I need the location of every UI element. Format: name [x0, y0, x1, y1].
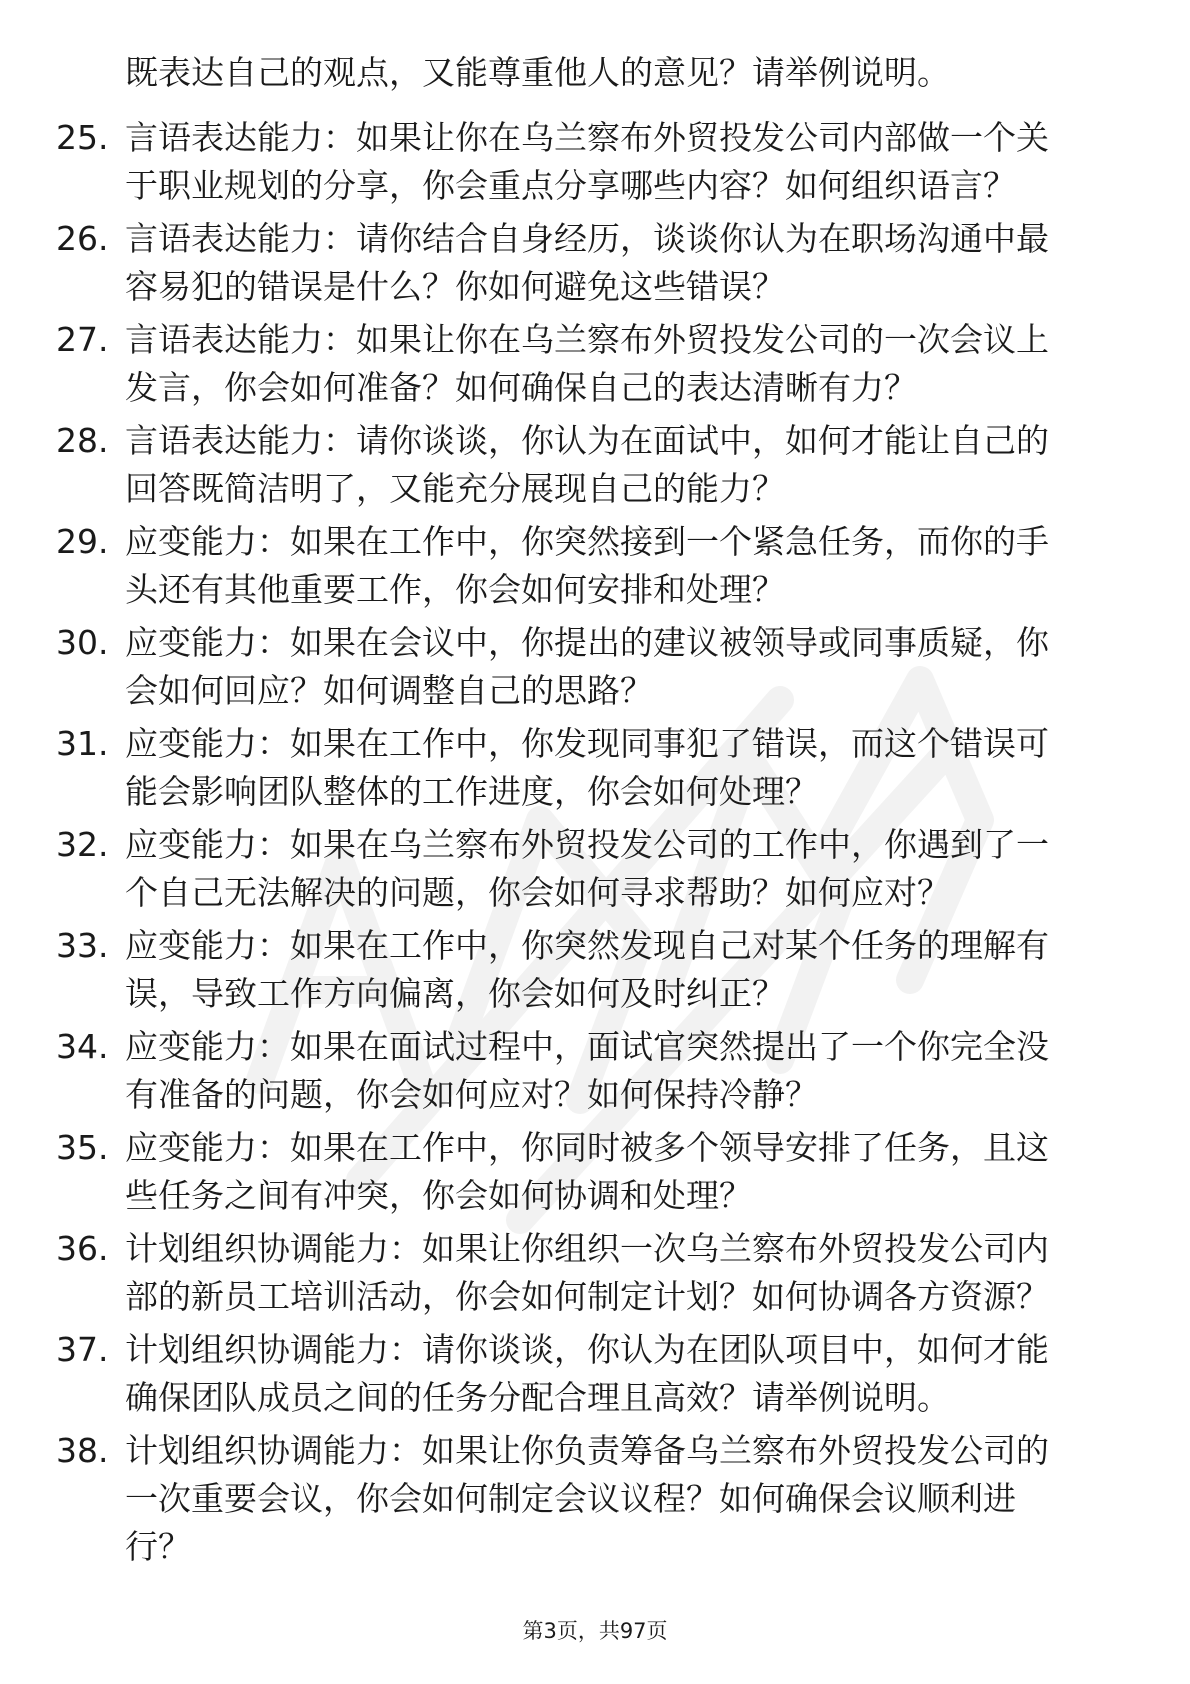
question-text-line: 应变能力：如果在工作中，你发现同事犯了错误，而这个错误可 [125, 724, 1049, 763]
question-list [0, 114, 1190, 1577]
question-number: 30. [56, 623, 109, 662]
question-text-line: 应变能力：如果在工作中，你突然发现自己对某个任务的理解有 [125, 926, 1049, 965]
question-number: 32. [56, 825, 109, 864]
question-text-line: 些任务之间有冲突，你会如何协调和处理？ [125, 1176, 752, 1215]
question-text-line: 一次重要会议，你会如何制定会议议程？如何确保会议顺利进 [125, 1479, 1016, 1518]
question-item [0, 1326, 1190, 1427]
question-text-line: 容易犯的错误是什么？你如何避免这些错误？ [125, 267, 785, 306]
question-number: 27. [56, 320, 109, 359]
question-text-line: 应变能力：如果在面试过程中，面试官突然提出了一个你完全没 [125, 1027, 1049, 1066]
question-item [0, 619, 1190, 720]
question-text-line: 会如何回应？如何调整自己的思路？ [125, 671, 653, 710]
page-footer: 第3页，共97页 [522, 1619, 668, 1643]
question-text-line: 能会影响团队整体的工作进度，你会如何处理？ [125, 772, 818, 811]
question-text-line: 误，导致工作方向偏离，你会如何及时纠正？ [125, 974, 785, 1013]
question-number: 38. [56, 1431, 109, 1470]
question-text-line: 应变能力：如果在工作中，你同时被多个领导安排了任务，且这 [125, 1128, 1049, 1167]
question-text-line: 行？ [125, 1527, 191, 1566]
question-number: 28. [56, 421, 109, 460]
question-text-line: 确保团队成员之间的任务分配合理且高效？请举例说明。 [125, 1378, 950, 1417]
question-text-line: 言语表达能力：请你谈谈，你认为在面试中，如何才能让自己的 [125, 421, 1049, 460]
question-item [0, 215, 1190, 316]
question-item [0, 821, 1190, 922]
question-number: 26. [56, 219, 109, 258]
question-number: 29. [56, 522, 109, 561]
question-text-line: 计划组织协调能力：请你谈谈，你认为在团队项目中，如何才能 [125, 1330, 1049, 1369]
question-text-line: 应变能力：如果在工作中，你突然接到一个紧急任务，而你的手 [125, 522, 1049, 561]
question-item [0, 417, 1190, 518]
question-text-line: 部的新员工培训活动，你会如何制定计划？如何协调各方资源？ [125, 1277, 1049, 1316]
question-text-line: 言语表达能力：请你结合自身经历，谈谈你认为在职场沟通中最 [125, 219, 1049, 258]
question-text-line: 言语表达能力：如果让你在乌兰察布外贸投发公司的一次会议上 [125, 320, 1049, 359]
question-text-line: 于职业规划的分享，你会重点分享哪些内容？如何组织语言？ [125, 166, 1016, 205]
question-text-line: 应变能力：如果在乌兰察布外贸投发公司的工作中，你遇到了一 [125, 825, 1049, 864]
question-text-line: 个自己无法解决的问题，你会如何寻求帮助？如何应对？ [125, 873, 950, 912]
question-item [0, 114, 1190, 215]
question-text-line: 发言，你会如何准备？如何确保自己的表达清晰有力？ [125, 368, 917, 407]
question-item [0, 1225, 1190, 1326]
question-item [0, 1427, 1190, 1577]
question-number: 25. [56, 118, 109, 157]
question-number: 33. [56, 926, 109, 965]
question-item [0, 720, 1190, 821]
question-text-line: 言语表达能力：如果让你在乌兰察布外贸投发公司内部做一个关 [125, 118, 1049, 157]
question-number: 34. [56, 1027, 109, 1066]
question-item [0, 922, 1190, 1023]
question-item [0, 1124, 1190, 1225]
question-text-line: 计划组织协调能力：如果让你组织一次乌兰察布外贸投发公司内 [125, 1229, 1049, 1268]
question-text-line: 应变能力：如果在会议中，你提出的建议被领导或同事质疑，你 [125, 623, 1049, 662]
question-number: 37. [56, 1330, 109, 1369]
question-item [0, 1023, 1190, 1124]
question-item [0, 518, 1190, 619]
question-number: 36. [56, 1229, 109, 1268]
question-text-line: 计划组织协调能力：如果让你负责筹备乌兰察布外贸投发公司的 [125, 1431, 1049, 1470]
continuation-line: 既表达自己的观点，又能尊重他人的意见？请举例说明。 [125, 53, 950, 92]
question-number: 31. [56, 724, 109, 763]
question-item [0, 316, 1190, 417]
question-number: 35. [56, 1128, 109, 1167]
question-text-line: 头还有其他重要工作，你会如何安排和处理？ [125, 570, 785, 609]
question-text-line: 回答既简洁明了，又能充分展现自己的能力？ [125, 469, 785, 508]
question-text-line: 有准备的问题，你会如何应对？如何保持冷静？ [125, 1075, 818, 1114]
